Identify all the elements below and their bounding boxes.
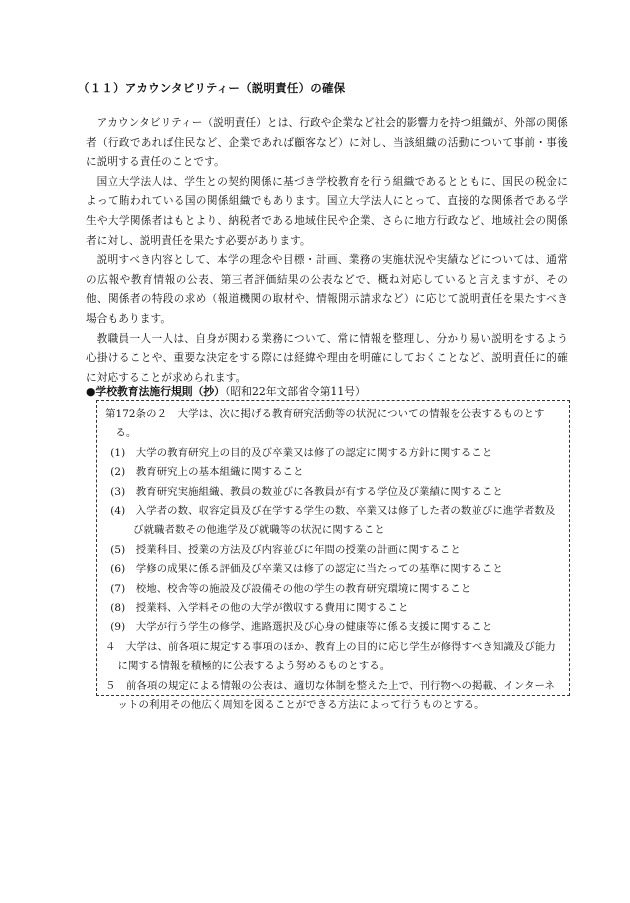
law-heading	[86, 384, 366, 399]
law-item: (3) 教育研究実施組織、教員の数並びに各教員が有する学位及び業績に関すること	[110, 485, 503, 498]
law-paragraph-4: ４ 大学は、前各項に規定する事項のほか、教育上の目的に応じ学生が修得すべき知識及び能力に関する情報を積極的に公表するよう努めるものとする。	[105, 640, 556, 673]
law-item: (4) 入学者の数、収容定員及び在学する学生の数、卒業又は修了した者の数並びに進学者数及び就職者数その他進学及び就職等の状況に関すること	[110, 505, 556, 537]
paragraph-staff-responsibility: 教職員一人一人は、自身が関わる業務について、常に情報を整理し、分かり易い説明をするよう心掛けることや、重要な決定をする際には経緯や理由を明確にしておくことなど、説明責任に的確に対応することが求められます。	[86, 332, 568, 384]
law-excerpt-box	[96, 400, 570, 712]
law-title: ●学校教育法施行規則（抄）	[86, 385, 225, 398]
paragraph-national-university: 国立大学法人は、学生との契約関係に基づき学校教育を行う組織であるとともに、国民の税金によって賄われている国の関係組織でもあります。国立大学法人にとって、直接的な関係者である学生や大学関係者はもとより、納税者である地域住民や企業、さらに地方行政など、地域社会の関係者に対し、説明責任を果たす必要があります。	[86, 175, 568, 247]
law-source: （昭和22年文部省令第11号）	[224, 385, 366, 398]
law-item: (6) 学修の成果に係る評価及び卒業又は修了の認定に当たっての基準に関すること	[110, 563, 503, 576]
law-item: (7) 校地、校舎等の施設及び設備その他の学生の教育研究環境に関すること	[110, 582, 472, 595]
section-heading: （１１）アカウンタビリティー（説明責任）の確保	[78, 81, 346, 95]
law-item: (9) 大学が行う学生の修学、進路選択及び心身の健康等に係る支援に関すること	[110, 621, 493, 634]
law-article: 第172条の２ 大学は、次に掲げる教育研究活動等の状況についての情報を公表するものとする。	[105, 408, 545, 440]
paragraph-accountability-definition: アカウンタビリティー（説明責任）とは、行政や企業など社会的影響力を持つ組織が、外部の関係者（行政であれば住民など、企業であれば顧客など）に対し、当該組織の活動について事前・事後に説明する責任のことです。	[86, 117, 568, 169]
law-item: (8) 授業料、入学料その他の大学が徴収する費用に関すること	[110, 602, 409, 615]
law-paragraph-5: ５ 前各項の規定による情報の公表は、適切な体制を整えた上で、刊行物への掲載、インターネットの利用その他広く周知を図ることができる方法によって行うものとする。	[105, 679, 555, 712]
law-item: (1) 大学の教育研究上の目的及び卒業又は修了の認定に関する方針に関すること	[110, 446, 493, 459]
law-item: (2) 教育研究上の基本組織に関すること	[110, 466, 304, 479]
paragraph-explanation-content: 説明すべき内容として、本学の理念や目標・計画、業務の実施状況や実績などについては、通常の広報や教育情報の公表、第三者評価結果の公表などで、概ね対応していると言えますが、その他、関係者の特段の求め（報道機関の取材や、情報開示請求など）に応じて説明責任を果たすべき場合もあります。	[86, 254, 568, 325]
body-text	[86, 114, 568, 388]
law-item: (5) 授業科目、授業の方法及び内容並びに年間の授業の計画に関すること	[110, 543, 461, 556]
